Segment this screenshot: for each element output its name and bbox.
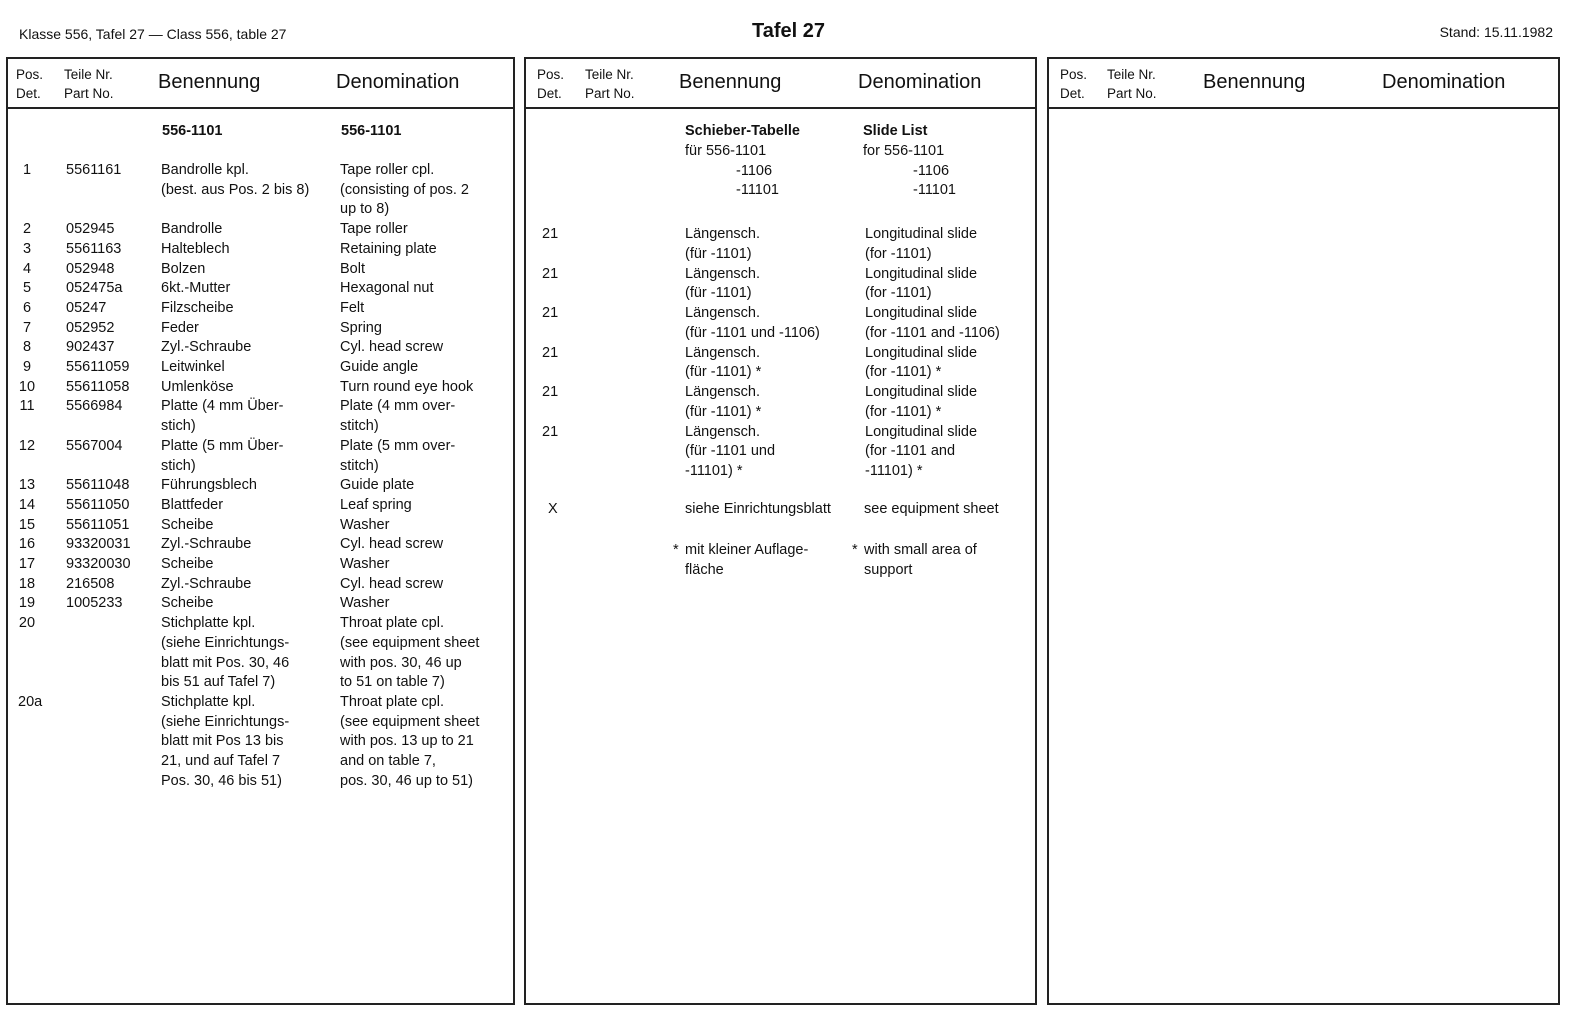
section-benennung: 556-1101 xyxy=(162,123,223,139)
row-part-no: 93320030 xyxy=(66,556,131,572)
subtitle-denomination: -1106 xyxy=(913,162,950,179)
row-denomination: (see equipment sheet xyxy=(340,713,480,730)
footnote-star: * xyxy=(673,542,679,558)
row-benennung: Scheibe xyxy=(161,556,214,572)
subtitle-denomination: -11101 xyxy=(913,182,956,199)
row-pos: 16 xyxy=(18,536,36,553)
row-benennung: Stichplatte kpl. xyxy=(161,615,256,632)
row-part-no: 55611051 xyxy=(66,516,130,533)
row-pos: 19 xyxy=(18,595,36,612)
row-denomination: Bolt xyxy=(340,260,365,277)
row-denomination: and on table 7, xyxy=(340,753,436,769)
row-benennung: Blattfeder xyxy=(161,496,224,513)
parts-panel-right xyxy=(1047,57,1560,1005)
row-denomination: Guide plate xyxy=(340,477,415,494)
row-denomination: Spring xyxy=(340,319,382,336)
slide-row-pos: 21 xyxy=(542,305,559,321)
footnote-denomination: support xyxy=(864,561,913,578)
subtitle-denomination: for 556-1101 xyxy=(863,143,945,159)
row-benennung: Filzscheibe xyxy=(161,299,234,316)
slide-list-panel xyxy=(524,57,1037,1005)
row-denomination: up to 8) xyxy=(340,201,390,218)
row-part-no: 05247 xyxy=(66,299,107,316)
denomination-header: Denomination xyxy=(858,71,982,93)
slide-row-denomination: Longitudinal slide xyxy=(865,265,978,282)
row-part-no: 93320031 xyxy=(66,536,131,553)
row-pos: 2 xyxy=(22,221,32,238)
row-part-no: 5561161 xyxy=(66,162,122,178)
slide-row-denomination: (for -1101 and xyxy=(865,443,956,460)
row-denomination: Plate (5 mm over- xyxy=(340,437,456,454)
row-pos: 12 xyxy=(18,437,36,454)
slide-row-denomination: Longitudinal slide xyxy=(865,344,978,361)
slide-row-benennung: Längensch. xyxy=(685,305,760,321)
row-denomination: (consisting of pos. 2 xyxy=(340,181,469,198)
row-benennung: (best. aus Pos. 2 bis 8) xyxy=(161,181,310,198)
slide-row-pos: 21 xyxy=(542,344,559,361)
row-benennung: Platte (5 mm Über- xyxy=(161,437,284,454)
slide-row-benennung: Längensch. xyxy=(685,265,760,282)
table-header xyxy=(1049,59,1558,109)
row-denomination: Tape roller xyxy=(340,221,408,238)
row-benennung: Bolzen xyxy=(161,260,206,277)
row-benennung: Bandrolle xyxy=(161,221,223,238)
section-denomination: 556-1101 xyxy=(341,123,402,139)
row-part-no: 1005233 xyxy=(66,595,123,612)
row-pos: 20a xyxy=(18,693,43,710)
row-denomination: (see equipment sheet xyxy=(340,634,480,651)
slide-row-benennung: Längensch. xyxy=(685,423,760,440)
part-no-header: Teile Nr. Part No. xyxy=(1107,67,1157,101)
row-denomination: Felt xyxy=(340,299,365,316)
row-denomination: to 51 on table 7) xyxy=(340,674,445,691)
header-class-table: Klasse 556, Tafel 27 — Class 556, table 27 xyxy=(19,26,287,42)
row-benennung: Platte (4 mm Über- xyxy=(161,398,284,415)
slide-row-benennung: Längensch. xyxy=(685,344,760,361)
slide-row-denomination: (for -1101) xyxy=(865,245,932,262)
slide-row-pos: 21 xyxy=(542,226,559,242)
row-denomination: Cyl. head screw xyxy=(340,575,444,592)
row-benennung: Pos. 30, 46 bis 51) xyxy=(161,772,282,789)
benennung-header: Benennung xyxy=(158,71,261,93)
slide-row-benennung: -11101) * xyxy=(685,462,743,479)
row-pos: 15 xyxy=(18,516,36,533)
row-denomination: Plate (4 mm over- xyxy=(340,398,456,415)
slide-row-pos: 21 xyxy=(542,423,559,440)
slide-row-denomination: Longitudinal slide xyxy=(865,305,978,321)
row-denomination: Washer xyxy=(340,516,390,533)
row-part-no: 902437 xyxy=(66,339,115,356)
slide-row-pos: 21 xyxy=(542,265,559,282)
row-pos: 13 xyxy=(18,477,36,494)
slide-row-denomination: (for -1101) xyxy=(865,285,932,302)
row-benennung: Zyl.-Schraube xyxy=(161,339,252,356)
page-title: Tafel 27 xyxy=(752,20,825,42)
slide-row-pos: 21 xyxy=(542,384,559,400)
row-pos: 5 xyxy=(22,280,32,297)
table-header xyxy=(526,59,1035,109)
footnote-benennung: fläche xyxy=(685,561,724,578)
row-denomination: Cyl. head screw xyxy=(340,339,444,356)
x-row-denomination: see equipment sheet xyxy=(864,501,999,517)
row-pos: 11 xyxy=(19,398,35,415)
row-benennung: (siehe Einrichtungs- xyxy=(161,713,290,730)
row-denomination: Washer xyxy=(340,595,390,612)
part-no-header: Teile Nr. Part No. xyxy=(64,67,114,101)
subtitle-benennung: -1106 xyxy=(736,162,773,179)
row-denomination: Retaining plate xyxy=(340,240,437,257)
parts-panel-left xyxy=(6,57,515,1005)
row-benennung: stich) xyxy=(161,418,196,435)
row-pos: 1 xyxy=(22,162,32,178)
denomination-header: Denomination xyxy=(336,71,460,93)
subtitle-benennung: -11101 xyxy=(736,182,779,199)
row-denomination: with pos. 30, 46 up xyxy=(340,654,462,671)
row-benennung: 6kt.-Mutter xyxy=(161,280,231,297)
row-denomination: Leaf spring xyxy=(340,496,412,513)
slide-row-benennung: (für -1101) * xyxy=(685,403,762,420)
row-part-no: 5567004 xyxy=(66,437,123,454)
row-benennung: blatt mit Pos 13 bis xyxy=(161,733,284,750)
row-benennung: Zyl.-Schraube xyxy=(161,536,252,553)
row-pos: 14 xyxy=(18,496,36,513)
slide-row-benennung: (für -1101 und -1106) xyxy=(685,324,820,341)
row-pos: 4 xyxy=(22,260,32,277)
row-denomination: Tape roller cpl. xyxy=(340,162,435,178)
row-benennung: Umlenköse xyxy=(161,378,234,395)
footnote-denomination: with small area of xyxy=(864,542,977,558)
row-benennung: Leitwinkel xyxy=(161,359,225,375)
row-denomination: Turn round eye hook xyxy=(340,378,474,395)
row-pos: 7 xyxy=(22,319,32,336)
row-pos: 18 xyxy=(18,575,36,592)
header-date: Stand: 15.11.1982 xyxy=(1439,24,1553,40)
slide-row-denomination: Longitudinal slide xyxy=(865,384,978,400)
row-benennung: Feder xyxy=(161,319,199,336)
slide-row-benennung: Längensch. xyxy=(685,226,760,242)
x-row-pos: X xyxy=(548,501,558,517)
row-part-no: 55611058 xyxy=(66,378,130,395)
slide-row-benennung: (für -1101) * xyxy=(685,364,762,381)
row-part-no: 5561163 xyxy=(66,240,122,257)
pos-header: Pos. Det. xyxy=(1060,67,1088,101)
x-row-benennung: siehe Einrichtungsblatt xyxy=(685,501,831,517)
slide-row-denomination: Longitudinal slide xyxy=(865,226,978,242)
row-benennung: blatt mit Pos. 30, 46 xyxy=(161,654,290,671)
row-denomination: with pos. 13 up to 21 xyxy=(340,733,474,750)
row-denomination: stitch) xyxy=(340,457,379,474)
row-pos: 8 xyxy=(22,339,32,356)
benennung-header: Benennung xyxy=(1203,71,1306,93)
slide-row-benennung: (für -1101) xyxy=(685,285,752,302)
row-part-no: 216508 xyxy=(66,575,115,592)
row-benennung: Stichplatte kpl. xyxy=(161,693,256,710)
row-denomination: Throat plate cpl. xyxy=(340,615,444,632)
footnote-benennung: mit kleiner Auflage- xyxy=(685,542,809,558)
row-denomination: stitch) xyxy=(340,418,379,435)
row-denomination: Cyl. head screw xyxy=(340,536,444,553)
slide-row-denomination: -11101) * xyxy=(865,462,923,479)
row-denomination: Throat plate cpl. xyxy=(340,693,444,710)
row-part-no: 5566984 xyxy=(66,398,123,415)
row-part-no: 052475a xyxy=(66,280,123,297)
row-denomination: Hexagonal nut xyxy=(340,280,434,297)
row-denomination: Washer xyxy=(340,556,390,572)
row-benennung: Bandrolle kpl. xyxy=(161,162,249,178)
row-pos: 20 xyxy=(18,615,36,632)
row-benennung: Führungsblech xyxy=(161,477,257,494)
benennung-header: Benennung xyxy=(679,71,782,93)
slide-row-denomination: (for -1101) * xyxy=(865,364,942,381)
slide-row-benennung: (für -1101) xyxy=(685,245,752,262)
row-benennung: (siehe Einrichtungs- xyxy=(161,634,290,651)
slide-row-denomination: (for -1101 and -1106) xyxy=(865,324,1000,341)
row-benennung: Zyl.-Schraube xyxy=(161,575,252,592)
slide-list-title-benennung: Schieber-Tabelle xyxy=(685,123,800,139)
row-pos: 3 xyxy=(22,240,32,257)
footnote-star: * xyxy=(852,542,858,558)
row-pos: 17 xyxy=(18,556,36,572)
row-part-no: 052952 xyxy=(66,319,115,336)
slide-row-denomination: Longitudinal slide xyxy=(865,423,978,440)
row-benennung: Halteblech xyxy=(161,240,230,257)
row-benennung: Scheibe xyxy=(161,595,214,612)
slide-list-title-denomination: Slide List xyxy=(863,123,928,139)
row-denomination: Guide angle xyxy=(340,359,419,375)
row-benennung: stich) xyxy=(161,457,196,474)
row-part-no: 55611050 xyxy=(66,496,130,513)
part-no-header: Teile Nr. Part No. xyxy=(585,67,635,101)
pos-header: Pos. Det. xyxy=(16,67,44,101)
slide-row-denomination: (for -1101) * xyxy=(865,403,942,420)
row-benennung: 21, und auf Tafel 7 xyxy=(161,753,281,769)
subtitle-benennung: für 556-1101 xyxy=(685,143,767,159)
slide-row-benennung: (für -1101 und xyxy=(685,443,776,460)
slide-row-benennung: Längensch. xyxy=(685,384,760,400)
row-part-no: 55611059 xyxy=(66,359,130,375)
row-pos: 6 xyxy=(22,299,32,316)
row-benennung: bis 51 auf Tafel 7) xyxy=(161,674,276,691)
row-pos: 10 xyxy=(18,378,36,395)
denomination-header: Denomination xyxy=(1382,71,1506,93)
row-part-no: 052948 xyxy=(66,260,115,277)
row-denomination: pos. 30, 46 up to 51) xyxy=(340,772,474,789)
table-header xyxy=(8,59,513,109)
row-part-no: 55611048 xyxy=(66,477,130,494)
row-part-no: 052945 xyxy=(66,221,115,238)
row-benennung: Scheibe xyxy=(161,516,214,533)
pos-header: Pos. Det. xyxy=(537,67,565,101)
row-pos: 9 xyxy=(22,359,32,375)
